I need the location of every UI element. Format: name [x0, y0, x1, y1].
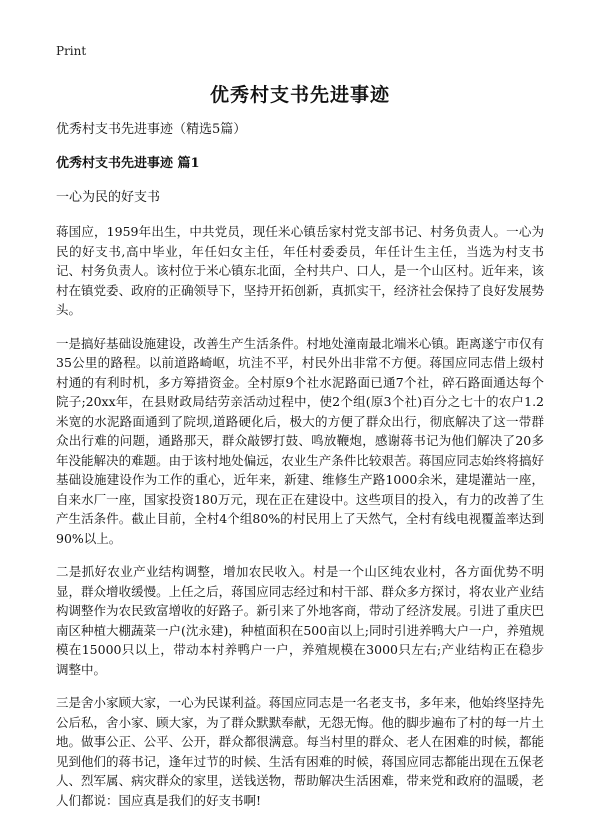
- paragraph-3: 二是抓好农业产业结构调整，增加农民收入。村是一个山区纯农业村，各方面优势不明显，群众增收缓慢。上任之后，蒋国应同志经过和村干部、群众多方探讨，将农业产业结构调整作为农民致富增收的好路子。新引来了外地客商，带动了经济发展。引进了重庆巴南区种植大棚蔬菜一户(沈永建)，种植面积在500亩以上;同时引进养鸭大户一户，养殖规模在15000只以上，带动本村养鸭户一户，养殖规模在3000只左右;产业结构正在稳步调整中。: [56, 564, 544, 677]
- print-link[interactable]: Print: [56, 44, 87, 58]
- intro-line: 一心为民的好支书: [56, 190, 161, 205]
- document-title: 优秀村支书先进事迹: [209, 84, 390, 106]
- paragraph-4: 三是舍小家顾大家，一心为民谋利益。蒋国应同志是一名老支书，多年来，他始终坚持先公后私，舍小家、顾大家，为了群众默默奉献，无怨无悔。他的脚步遍布了村的每一片土地。做事公正、公平、公开，群众都很满意。每当村里的群众、老人在困难的时候，都能见到他们的蒋书记，逢年过节的时候、生活有困难的时候，蒋国应同志都能出现在五保老人、烈军属、病灾群众的家里，送钱送物，帮助解决生活困难，带来党和政府的温暖，老人们都说：国应真是我们的好支书啊!: [56, 695, 544, 808]
- paragraph-2: 一是搞好基础设施建设，改善生产生活条件。村地处潼南最北端米心镇。距离遂宁市仅有35公里的路程。以前道路崎岖，坑洼不平，村民外出非常不方便。蒋国应同志借上级村村通的有利时机，多方筹措资金。全村原9个社水泥路面已通7个社，碎石路面通达每个院子;20xx年，在县财政局结劳亲活动过程中，使2个组(原3个社)百分之七十的农户1.2米宽的水泥路面通到了院坝,道路硬化后，极大的方便了群众出行，彻底解决了这一带群众出行难的问题，通路那天，群众敲锣打鼓、鸣放鞭炮，感谢蒋书记为他们解决了20多年没能解决的难题。由于该村地处偏远，农业生产条件比较艰苦。蒋国应同志始终将搞好基础设施建设作为工作的重心，近年来，新建、维修生产路1000余米，建堤灌站一座，自来水厂一座，国家投资180万元，现在正在建设中。这些项目的投入，有力的改善了生产生活条件。截止目前，全村4个组80%的村民用上了天然气，全村有线电视覆盖率达到90%以上。: [56, 335, 544, 546]
- section-heading: 优秀村支书先进事迹 篇1: [56, 156, 200, 171]
- paragraph-1: 蒋国应，1959年出生，中共党员，现任米心镇岳家村党支部书记、村务负责人。一心为民的好支书,高中毕业，年任妇女主任，年任村委委员，年任计生主任，当选为村支书记、村务负责人。该村位于米心镇东北面，全村共户、口人，是一个山区村。近年来，该村在镇党委、政府的正确领导下，坚持开拓创新，真抓实干，经济社会保持了良好发展势头。: [56, 224, 544, 317]
- document-subtitle: 优秀村支书先进事迹（精选5篇）: [56, 122, 247, 137]
- document-body: [56, 120, 544, 824]
